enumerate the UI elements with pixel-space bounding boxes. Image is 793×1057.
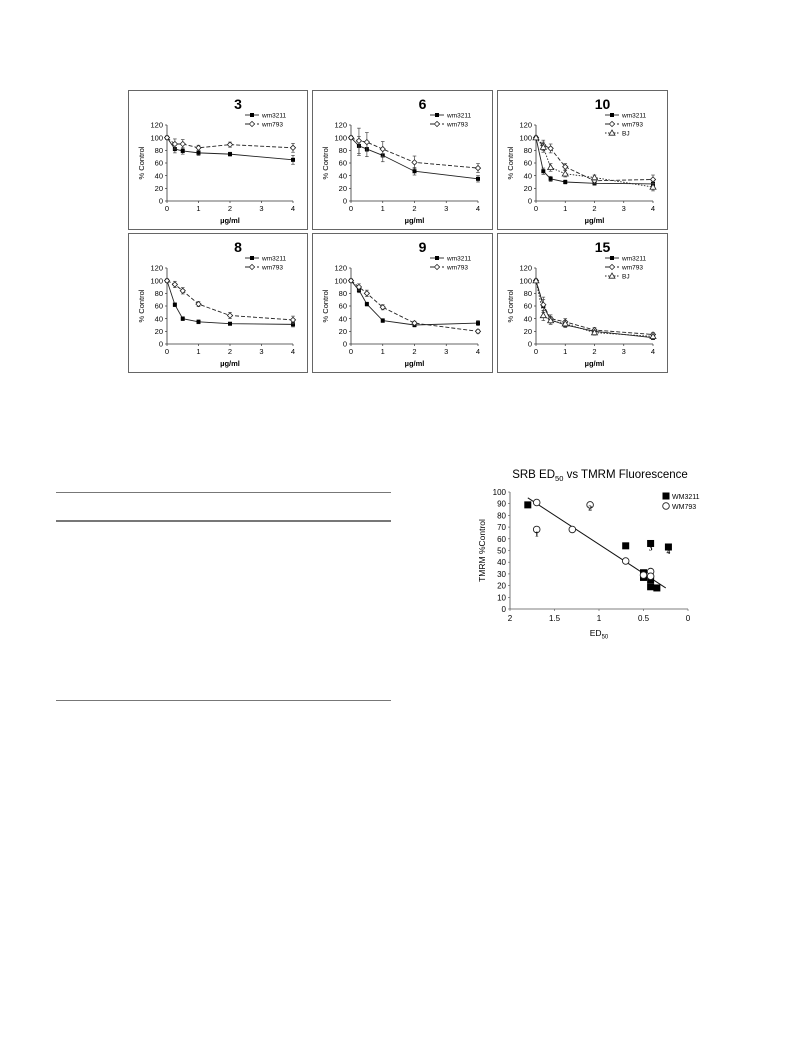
- x-axis-label: µg/ml: [404, 359, 425, 368]
- data-point-wm3211: [181, 149, 185, 153]
- panel-3: [128, 90, 308, 230]
- legend-marker: [609, 121, 614, 126]
- legend-marker: [610, 256, 614, 260]
- chart-9: [313, 234, 492, 372]
- y-tick-label: 20: [523, 184, 532, 194]
- data-point-wm793: [475, 329, 480, 334]
- data-point-wm793: [412, 160, 417, 165]
- x-tick-label: 0: [533, 347, 539, 356]
- y-tick-label: 0: [342, 339, 347, 349]
- y-tick-label: 0: [527, 339, 532, 349]
- x-axis-label: µg/ml: [220, 359, 240, 368]
- y-tick-label: 100: [519, 133, 532, 143]
- chart-8: [129, 234, 307, 372]
- data-point-WM3211: [524, 501, 531, 508]
- x-tick-label: 4: [290, 204, 296, 213]
- data-point-wm3211: [381, 319, 385, 323]
- data-point-WM3211: [622, 542, 629, 549]
- y-tick-label: 120: [519, 263, 532, 273]
- x-tick-label: 2: [412, 204, 417, 213]
- legend-marker: [434, 264, 439, 269]
- data-point-BJ: [548, 164, 554, 169]
- x-tick-label: 2: [227, 347, 233, 356]
- data-point-wm3211: [197, 320, 201, 324]
- y-tick-label: 120: [334, 120, 347, 130]
- y-tick-label: 100: [334, 276, 347, 286]
- legend-label: wm3211: [622, 112, 647, 120]
- legend-label: wm793: [447, 264, 468, 272]
- legend-label: BJ: [622, 273, 630, 281]
- y-tick-label: 40: [338, 171, 347, 181]
- y-tick-label: 100: [150, 133, 163, 143]
- y-tick-label: 20: [338, 184, 347, 194]
- data-point-wm793: [650, 177, 655, 182]
- y-tick-label: 120: [334, 263, 347, 273]
- legend-label: wm793: [262, 121, 283, 129]
- legend-label: BJ: [622, 130, 630, 138]
- panel-9: [312, 233, 493, 373]
- chart-3: [129, 91, 307, 229]
- panel-15: [497, 233, 668, 373]
- x-tick-label: 0: [348, 347, 354, 356]
- data-point-wm3211: [181, 317, 185, 321]
- legend-marker: [663, 503, 670, 510]
- y-tick-label: 20: [497, 581, 506, 591]
- data-point-wm3211: [291, 158, 295, 162]
- data-point-wm3211: [563, 180, 567, 184]
- table-top-rule: [56, 492, 391, 493]
- data-point-wm3211: [228, 152, 232, 156]
- data-point-wm3211: [173, 303, 177, 307]
- legend-label: WM793: [672, 504, 697, 511]
- x-tick-label: 4: [290, 347, 296, 356]
- point-annotation: 2: [588, 503, 592, 513]
- y-tick-label: 100: [519, 276, 532, 286]
- y-tick-label: 40: [338, 314, 347, 324]
- data-point-wm793: [180, 141, 185, 146]
- data-point-wm793: [196, 145, 201, 150]
- y-tick-label: 60: [154, 301, 163, 311]
- y-tick-label: 20: [154, 184, 163, 194]
- y-axis-label: % Control: [321, 146, 330, 180]
- x-tick-label: 1: [380, 204, 385, 213]
- chart-15: [498, 234, 667, 372]
- data-point-wm3211: [197, 151, 201, 155]
- x-tick-label: 2: [592, 204, 597, 213]
- x-tick-label: 2: [227, 204, 233, 213]
- chart-10: [498, 91, 667, 229]
- y-tick-label: 0: [158, 339, 163, 349]
- series-BJ: [533, 278, 656, 339]
- data-point-wm793: [290, 145, 295, 150]
- data-point-wm3211: [365, 302, 369, 306]
- y-tick-label: 60: [523, 158, 532, 168]
- x-axis-label: $ED_{50}$: [589, 628, 609, 641]
- y-tick-label: 100: [492, 488, 506, 497]
- point-annotation: 3: [648, 543, 653, 553]
- y-tick-label: 90: [497, 499, 506, 509]
- y-tick-label: 20: [523, 327, 532, 337]
- y-tick-label: 20: [338, 327, 347, 337]
- y-tick-label: 120: [519, 120, 532, 130]
- table-frame: [56, 492, 391, 702]
- y-tick-label: 80: [338, 146, 347, 156]
- x-axis-label: µg/ml: [404, 216, 425, 225]
- x-tick-label: 2: [592, 347, 597, 356]
- chart-title: 9: [418, 239, 427, 255]
- data-point-WM793: [647, 573, 654, 580]
- x-tick-label: 3: [444, 347, 449, 356]
- x-tick-label: 3: [621, 204, 626, 213]
- x-tick-label: 1: [196, 204, 201, 213]
- x-tick-label: 3: [259, 204, 264, 213]
- x-axis-label: µg/ml: [220, 216, 240, 225]
- data-point-BJ: [562, 171, 568, 176]
- legend-label: WM3211: [672, 494, 700, 501]
- chart-title: 6: [418, 96, 427, 112]
- data-point-BJ: [540, 313, 546, 318]
- series-wm3211: [165, 136, 295, 165]
- data-point-wm3211: [228, 322, 232, 326]
- y-tick-label: 100: [334, 133, 347, 143]
- data-point-wm793: [380, 146, 385, 151]
- series-line-wm793: [536, 281, 653, 335]
- data-point-wm793: [172, 282, 177, 287]
- data-point-wm3211: [476, 321, 480, 325]
- x-tick-label: 0: [164, 204, 170, 213]
- legend-marker: [434, 121, 439, 126]
- x-axis-label: µg/ml: [584, 359, 605, 368]
- y-tick-label: 60: [523, 301, 532, 311]
- data-point-wm793: [227, 313, 232, 318]
- series-wm3211: [349, 279, 480, 327]
- chart-title: 15: [594, 239, 611, 255]
- y-axis-label: % Control: [506, 289, 515, 323]
- data-point-wm3211: [549, 177, 553, 181]
- y-tick-label: 80: [338, 289, 347, 299]
- y-tick-label: 40: [523, 314, 532, 324]
- legend-marker: [249, 264, 254, 269]
- legend-marker: [609, 264, 614, 269]
- data-point-wm3211: [413, 169, 417, 173]
- legend-label: wm3211: [262, 255, 287, 263]
- x-tick-label: 1: [596, 614, 602, 623]
- x-tick-label: 1: [380, 347, 385, 356]
- chart-title: SRB $ED_{50}$ vs TMRM Fluorescence: [512, 469, 688, 483]
- y-tick-label: 60: [338, 158, 347, 168]
- y-axis-label: % Control: [137, 146, 146, 180]
- y-axis-label: % Control: [137, 289, 146, 323]
- legend-marker: [610, 113, 614, 117]
- x-tick-label: 4: [650, 204, 656, 213]
- panel-8: [128, 233, 308, 373]
- y-tick-label: 10: [497, 593, 506, 603]
- x-tick-label: 3: [621, 347, 626, 356]
- x-tick-label: 1: [196, 347, 201, 356]
- y-tick-label: 60: [154, 158, 163, 168]
- legend-marker: [250, 113, 254, 117]
- y-tick-label: 40: [497, 558, 506, 568]
- data-point-wm793: [475, 165, 480, 170]
- point-annotation: 4: [666, 547, 671, 557]
- x-tick-label: 2: [507, 614, 513, 623]
- legend-label: wm3211: [447, 112, 472, 120]
- data-point-wm793: [227, 142, 232, 147]
- y-tick-label: 0: [527, 196, 532, 206]
- series-wm3211: [165, 279, 295, 327]
- x-axis-label: µg/ml: [584, 216, 605, 225]
- y-tick-label: 70: [497, 523, 506, 533]
- chart-title: 10: [594, 96, 611, 112]
- x-tick-label: 4: [650, 347, 656, 356]
- y-tick-label: 30: [497, 569, 506, 579]
- series-wm793: [533, 278, 655, 337]
- data-point-WM793: [640, 572, 647, 579]
- table-header-rule: [56, 520, 391, 522]
- x-tick-label: 4: [475, 347, 481, 356]
- y-tick-label: 120: [150, 120, 163, 130]
- x-tick-label: 0: [533, 204, 539, 213]
- x-tick-label: 1: [563, 347, 568, 356]
- scatter-panel: [472, 462, 712, 662]
- y-tick-label: 80: [154, 146, 163, 156]
- x-tick-label: 0: [685, 614, 691, 623]
- panel-6: [312, 90, 493, 230]
- y-axis-label: TMRM %Control: [477, 519, 487, 582]
- table-bottom-rule: [56, 700, 391, 701]
- data-point-wm3211: [541, 169, 545, 173]
- y-axis-label: % Control: [506, 146, 515, 180]
- data-point-WM793: [622, 558, 629, 565]
- legend-marker: [249, 121, 254, 126]
- legend-label: wm3211: [262, 112, 287, 120]
- legend-label: wm3211: [447, 255, 472, 263]
- y-tick-label: 100: [150, 276, 163, 286]
- y-tick-label: 60: [338, 301, 347, 311]
- data-point-BJ: [592, 175, 598, 180]
- y-tick-label: 0: [158, 196, 163, 206]
- panel-10: [497, 90, 668, 230]
- y-tick-label: 120: [150, 263, 163, 273]
- legend-marker: [250, 256, 254, 260]
- y-tick-label: 40: [154, 171, 163, 181]
- data-point-wm3211: [476, 177, 480, 181]
- data-point-wm793: [356, 138, 361, 143]
- y-tick-label: 80: [154, 289, 163, 299]
- data-point-WM3211: [653, 584, 660, 591]
- x-tick-label: 3: [444, 204, 449, 213]
- chart-title: 8: [234, 239, 242, 255]
- y-tick-label: 80: [497, 511, 506, 521]
- y-tick-label: 80: [523, 289, 532, 299]
- y-tick-label: 50: [497, 546, 506, 556]
- y-tick-label: 0: [342, 196, 347, 206]
- legend-label: wm793: [447, 121, 468, 129]
- x-tick-label: 1.5: [548, 614, 561, 623]
- data-point-WM793: [569, 526, 576, 533]
- y-axis-label: % Control: [321, 289, 330, 323]
- x-tick-label: 1: [563, 204, 568, 213]
- legend-marker: [435, 256, 439, 260]
- scatter-chart: [472, 462, 712, 662]
- x-tick-label: 4: [475, 204, 481, 213]
- point-annotation: 1: [534, 529, 539, 539]
- data-point-WM793: [533, 499, 540, 506]
- y-tick-label: 20: [154, 327, 163, 337]
- y-tick-label: 40: [523, 171, 532, 181]
- data-point-wm793: [290, 317, 295, 322]
- y-tick-label: 80: [523, 146, 532, 156]
- series-line-wm3211: [351, 281, 478, 325]
- x-tick-label: 3: [259, 347, 264, 356]
- x-tick-label: 0.5: [637, 614, 650, 623]
- x-tick-label: 0: [348, 204, 354, 213]
- legend-label: wm3211: [622, 255, 647, 263]
- series-line-wm3211: [167, 138, 293, 160]
- y-tick-label: 60: [497, 534, 506, 544]
- data-point-wm793: [364, 140, 369, 145]
- legend-label: wm793: [622, 121, 643, 129]
- chart-6: [313, 91, 492, 229]
- data-point-WM3211: [647, 583, 654, 590]
- legend-marker: [663, 493, 670, 500]
- legend-marker: [435, 113, 439, 117]
- data-point-wm793: [364, 291, 369, 296]
- x-tick-label: 2: [412, 347, 417, 356]
- legend-label: wm793: [622, 264, 643, 272]
- y-tick-label: 40: [154, 314, 163, 324]
- y-tick-label: 0: [501, 605, 506, 614]
- legend-label: wm793: [262, 264, 283, 272]
- chart-title: 3: [234, 96, 242, 112]
- x-tick-label: 0: [164, 347, 170, 356]
- series-WM793: [533, 499, 654, 579]
